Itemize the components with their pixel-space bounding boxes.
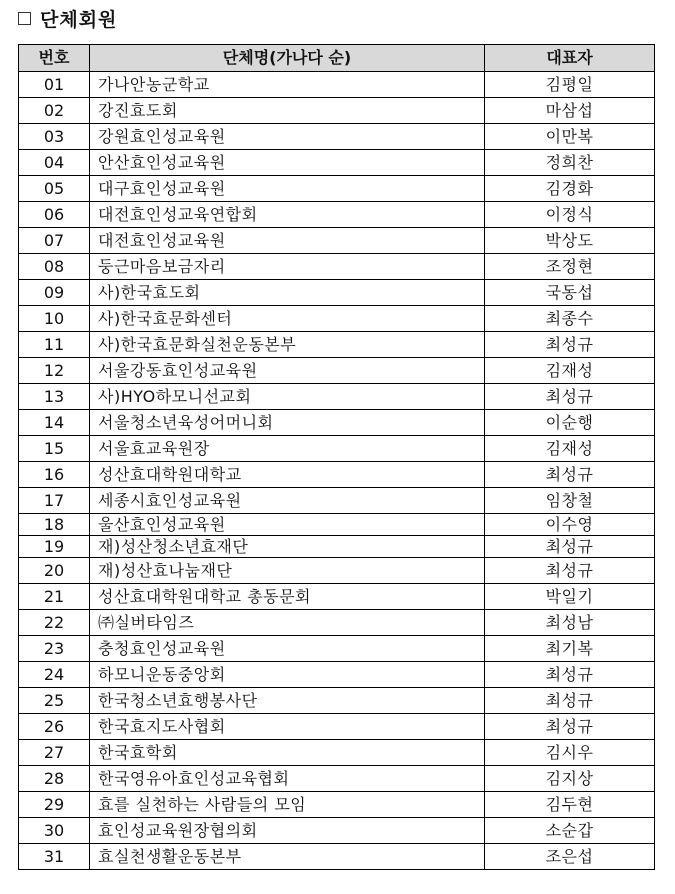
square-bullet-icon (18, 12, 31, 25)
org-name: 사)한국효도회 (90, 280, 485, 306)
representative: 김두현 (485, 792, 655, 818)
row-number: 28 (19, 766, 90, 792)
table-row (19, 202, 655, 228)
row-number: 06 (19, 202, 90, 228)
table-row (19, 688, 655, 714)
representative: 김재성 (485, 436, 655, 462)
row-number: 20 (19, 558, 90, 584)
org-name: 안산효인성교육원 (90, 150, 485, 176)
table-row (19, 536, 655, 558)
representative: 최성규 (485, 462, 655, 488)
column-header-rep: 대표자 (485, 45, 655, 72)
org-name: 대구효인성교육원 (90, 176, 485, 202)
org-name: 세종시효인성교육원 (90, 488, 485, 514)
representative: 김평일 (485, 72, 655, 98)
representative: 김경화 (485, 176, 655, 202)
org-name: 한국영유아효인성교육협회 (90, 766, 485, 792)
representative: 최성규 (485, 714, 655, 740)
row-number: 26 (19, 714, 90, 740)
representative: 이정식 (485, 202, 655, 228)
org-name: 한국효지도사협회 (90, 714, 485, 740)
column-header-name: 단체명(가나다 순) (90, 45, 485, 72)
org-name: 충청효인성교육원 (90, 636, 485, 662)
section-heading (18, 6, 117, 30)
table-row (19, 514, 655, 536)
representative: 최성규 (485, 332, 655, 358)
representative: 이만복 (485, 124, 655, 150)
org-name: 성산효대학원대학교 (90, 462, 485, 488)
table-row (19, 766, 655, 792)
org-name: 사)HYO하모니선교회 (90, 384, 485, 410)
table-row (19, 714, 655, 740)
row-number: 29 (19, 792, 90, 818)
row-number: 16 (19, 462, 90, 488)
table-row (19, 306, 655, 332)
org-name: 대전효인성교육연합회 (90, 202, 485, 228)
representative: 이순행 (485, 410, 655, 436)
representative: 최기복 (485, 636, 655, 662)
row-number: 19 (19, 536, 90, 558)
row-number: 24 (19, 662, 90, 688)
representative: 김재성 (485, 358, 655, 384)
org-name: 서울청소년육성어머니회 (90, 410, 485, 436)
org-name: 한국청소년효행봉사단 (90, 688, 485, 714)
org-name: 효실천생활운동본부 (90, 844, 485, 870)
representative: 임창철 (485, 488, 655, 514)
representative: 최성규 (485, 536, 655, 558)
table-row (19, 332, 655, 358)
representative: 최성규 (485, 384, 655, 410)
row-number: 11 (19, 332, 90, 358)
org-name: 둥근마음보금자리 (90, 254, 485, 280)
representative: 김시우 (485, 740, 655, 766)
table-row (19, 410, 655, 436)
table-row (19, 488, 655, 514)
table-row (19, 436, 655, 462)
org-name: 재)성산청소년효재단 (90, 536, 485, 558)
column-header-no: 번호 (19, 45, 90, 72)
org-name: 한국효학회 (90, 740, 485, 766)
representative: 최성규 (485, 688, 655, 714)
table-body (19, 72, 655, 870)
table-row (19, 124, 655, 150)
table-row (19, 384, 655, 410)
table-row (19, 610, 655, 636)
table-row (19, 254, 655, 280)
row-number: 12 (19, 358, 90, 384)
row-number: 14 (19, 410, 90, 436)
representative: 박상도 (485, 228, 655, 254)
org-name: 강원효인성교육원 (90, 124, 485, 150)
row-number: 05 (19, 176, 90, 202)
row-number: 08 (19, 254, 90, 280)
row-number: 23 (19, 636, 90, 662)
table-row (19, 792, 655, 818)
table-row (19, 176, 655, 202)
row-number: 18 (19, 514, 90, 536)
representative: 국동섭 (485, 280, 655, 306)
org-name: 울산효인성교육원 (90, 514, 485, 536)
representative: 마삼섭 (485, 98, 655, 124)
table-row (19, 462, 655, 488)
representative: 정희찬 (485, 150, 655, 176)
row-number: 15 (19, 436, 90, 462)
table-row (19, 636, 655, 662)
row-number: 22 (19, 610, 90, 636)
table-row (19, 72, 655, 98)
org-name: 성산효대학원대학교 총동문회 (90, 584, 485, 610)
row-number: 07 (19, 228, 90, 254)
representative: 최성규 (485, 662, 655, 688)
row-number: 21 (19, 584, 90, 610)
representative: 최종수 (485, 306, 655, 332)
row-number: 04 (19, 150, 90, 176)
row-number: 27 (19, 740, 90, 766)
representative: 소순갑 (485, 818, 655, 844)
row-number: 09 (19, 280, 90, 306)
org-name: ㈜실버타임즈 (90, 610, 485, 636)
row-number: 25 (19, 688, 90, 714)
table-row (19, 228, 655, 254)
org-name: 강진효도회 (90, 98, 485, 124)
table-row (19, 98, 655, 124)
org-name: 서울강동효인성교육원 (90, 358, 485, 384)
representative: 최성규 (485, 558, 655, 584)
representative: 박일기 (485, 584, 655, 610)
member-table (18, 44, 655, 870)
org-name: 가나안농군학교 (90, 72, 485, 98)
table-row (19, 818, 655, 844)
page-title: 단체회원 (40, 8, 118, 31)
org-name: 서울효교육원장 (90, 436, 485, 462)
representative: 조정현 (485, 254, 655, 280)
row-number: 02 (19, 98, 90, 124)
representative: 이수영 (485, 514, 655, 536)
org-name: 효인성교육원장협의회 (90, 818, 485, 844)
row-number: 10 (19, 306, 90, 332)
org-name: 사)한국효문화실천운동본부 (90, 332, 485, 358)
representative: 최성남 (485, 610, 655, 636)
table-row (19, 584, 655, 610)
representative: 김지상 (485, 766, 655, 792)
table-row (19, 150, 655, 176)
representative: 조은섭 (485, 844, 655, 870)
table-row (19, 844, 655, 870)
row-number: 30 (19, 818, 90, 844)
org-name: 대전효인성교육원 (90, 228, 485, 254)
row-number: 03 (19, 124, 90, 150)
row-number: 01 (19, 72, 90, 98)
row-number: 17 (19, 488, 90, 514)
table-row (19, 740, 655, 766)
table-row (19, 662, 655, 688)
table-header-row (19, 45, 655, 72)
row-number: 31 (19, 844, 90, 870)
row-number: 13 (19, 384, 90, 410)
table-row (19, 280, 655, 306)
org-name: 효를 실천하는 사람들의 모임 (90, 792, 485, 818)
table-row (19, 358, 655, 384)
org-name: 재)성산효나눔재단 (90, 558, 485, 584)
org-name: 사)한국효문화센터 (90, 306, 485, 332)
table-row (19, 558, 655, 584)
org-name: 하모니운동중앙회 (90, 662, 485, 688)
